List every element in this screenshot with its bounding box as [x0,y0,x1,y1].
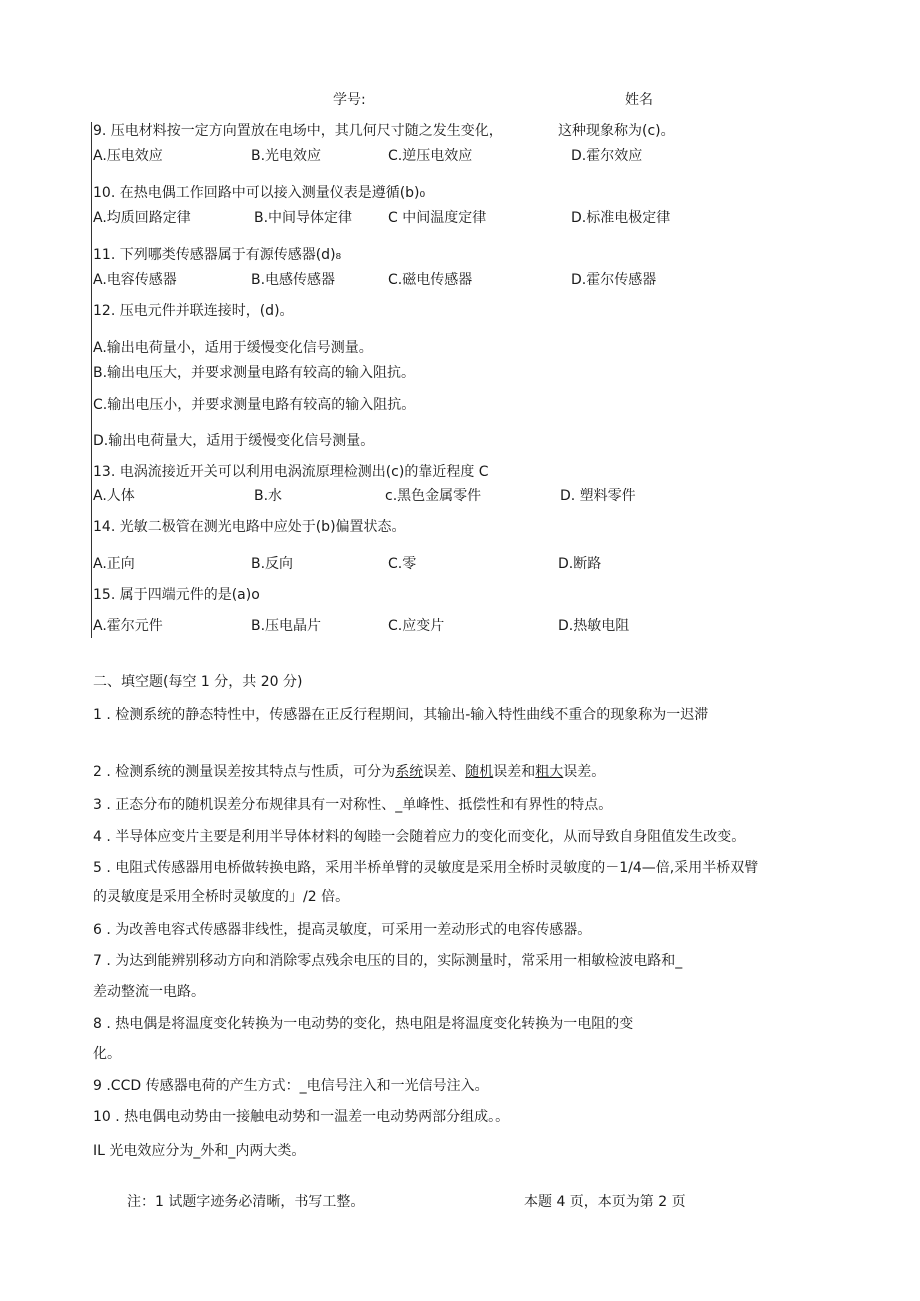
fill-2-answer-1: 系统 [395,764,424,780]
question-13-option-a: A.人体 [93,488,135,504]
question-10-option-c: C 中间温度定律 [388,210,487,226]
question-11-option-c: C.磁电传感器 [388,272,473,288]
question-11-option-d: D.霍尔传感器 [571,272,657,288]
fill-2-text-a: 2 . 检测系统的测量误差按其特点与性质，可分为 [93,764,396,780]
fill-6: 6 . 为改善电容式传感器非线性，提高灵敏度，可采用一差动形式的电容传感器。 [93,922,592,938]
question-10-stem: 10. 在热电偶工作回路中可以接入测量仪表是遵循(b)₀ [93,185,426,201]
question-9-option-c: C.逆压电效应 [388,148,473,164]
student-id-label: 学号: [333,92,366,108]
question-11-option-a: A.电容传感器 [93,272,177,288]
question-9-option-b: B.光电效应 [251,148,322,164]
section-2-title: 二、填空题(每空 1 分，共 20 分) [93,674,303,690]
question-10-option-b: B.中间导体定律 [254,210,353,226]
fill-2 [93,762,605,782]
fill-9: 9 .CCD 传感器电荷的产生方式：_电信号注入和一光信号注入。 [93,1078,489,1094]
fill-2-text-d: 误差。 [563,764,606,780]
fill-3: 3 . 正态分布的随机误差分布规律具有一对称性、_单峰性、抵偿性和有界性的特点。 [93,797,613,813]
footer-page-info: 本题 4 页，本页为第 2 页 [524,1194,686,1210]
question-14-stem: 14. 光敏二极管在测光电路中应处于(b)偏置状态。 [93,519,406,535]
question-9-stem: 9. 压电材料按一定方向置放在电场中，其几何尺寸随之发生变化， [93,123,503,139]
fill-5-line-2: 的灵敏度是采用全桥时灵敏度的」/2 倍。 [93,889,350,905]
question-9-stem-tail: 这种现象称为(c)。 [558,123,675,139]
question-13-option-d: D. 塑料零件 [560,488,636,504]
question-14-option-a: A.正向 [93,556,135,572]
fill-8-line-1: 8 . 热电偶是将温度变化转换为一电动势的变化，热电阻是将温度变化转换为一电阻的变 [93,1016,634,1032]
fill-2-answer-2: 随机 [465,764,494,780]
question-12-option-b: B.输出电压大，并要求测量电路有较高的输入阻抗。 [93,365,416,381]
fill-5-line-1: 5 . 电阻式传感器用电桥做转换电路，采用半桥单臂的灵敏度是采用全桥时灵敏度的－1/4—倍,采用半桥双臂 [93,860,759,876]
question-15-option-d: D.热敏电阻 [558,618,630,634]
fill-8-line-2: 化。 [93,1046,121,1062]
question-12-option-a: A.输出电荷量小，适用于缓慢变化信号测量。 [93,340,373,356]
question-12-stem: 12. 压电元件并联连接时，(d)。 [93,303,294,319]
fill-2-answer-3: 粗大 [535,764,564,780]
fill-10: 10 . 热电偶电动势由一接触电动势和一温差一电动势两部分组成。。 [93,1109,510,1125]
fill-11: IL 光电效应分为_外和_内两大类。 [93,1143,306,1159]
footer-note: 注：1 试题字迹务必清晰，书写工整。 [127,1194,365,1210]
question-15-option-c: C.应变片 [388,618,445,634]
name-label: 姓名 [625,92,653,108]
fill-1: 1 . 检测系统的静态特性中，传感器在正反行程期间，其输出-输入特性曲线不重合的现象称为一迟滞 [93,707,709,723]
question-13-option-c: c.黑色金属零件 [385,488,482,504]
fill-7-line-2: 差动整流一电路。 [93,984,205,1000]
question-11-stem: 11. 下列哪类传感器属于有源传感器(d)₈ [93,247,342,263]
question-14-option-c: C.零 [388,556,417,572]
fill-4: 4 . 半导体应变片主要是利用半导体材料的匈睦一会随着应力的变化而变化，从而导致自身阻值发生改变。 [93,829,746,845]
fill-2-text-b: 误差、 [423,764,466,780]
question-15-stem: 15. 属于四端元件的是(a)o [93,587,260,603]
question-11-option-b: B.电感传感器 [251,272,336,288]
question-12-option-d: D.输出电荷量大，适用于缓慢变化信号测量。 [93,433,375,449]
question-14-option-b: B.反向 [251,556,294,572]
question-9-option-d: D.霍尔效应 [571,148,643,164]
question-14-option-d: D.断路 [558,556,602,572]
question-10-option-d: D.标准电极定律 [571,210,671,226]
question-10-option-a: A.均质回路定律 [93,210,191,226]
fill-2-text-c: 误差和 [493,764,536,780]
fill-7-line-1: 7 . 为达到能辨别移动方向和消除零点残余电压的目的，实际测量时，常采用一相敏检波电路和_ [93,953,683,969]
question-13-stem: 13. 电涡流接近开关可以利用电涡流原理检测出(c)的靠近程度 C [93,464,489,480]
margin-rule [91,122,92,638]
question-9-option-a: A.压电效应 [93,148,163,164]
question-12-option-c: C.输出电压小，并要求测量电路有较高的输入阻抗。 [93,397,416,413]
question-15-option-a: A.霍尔元件 [93,618,163,634]
question-15-option-b: B.压电晶片 [251,618,322,634]
question-13-option-b: B.水 [254,488,283,504]
